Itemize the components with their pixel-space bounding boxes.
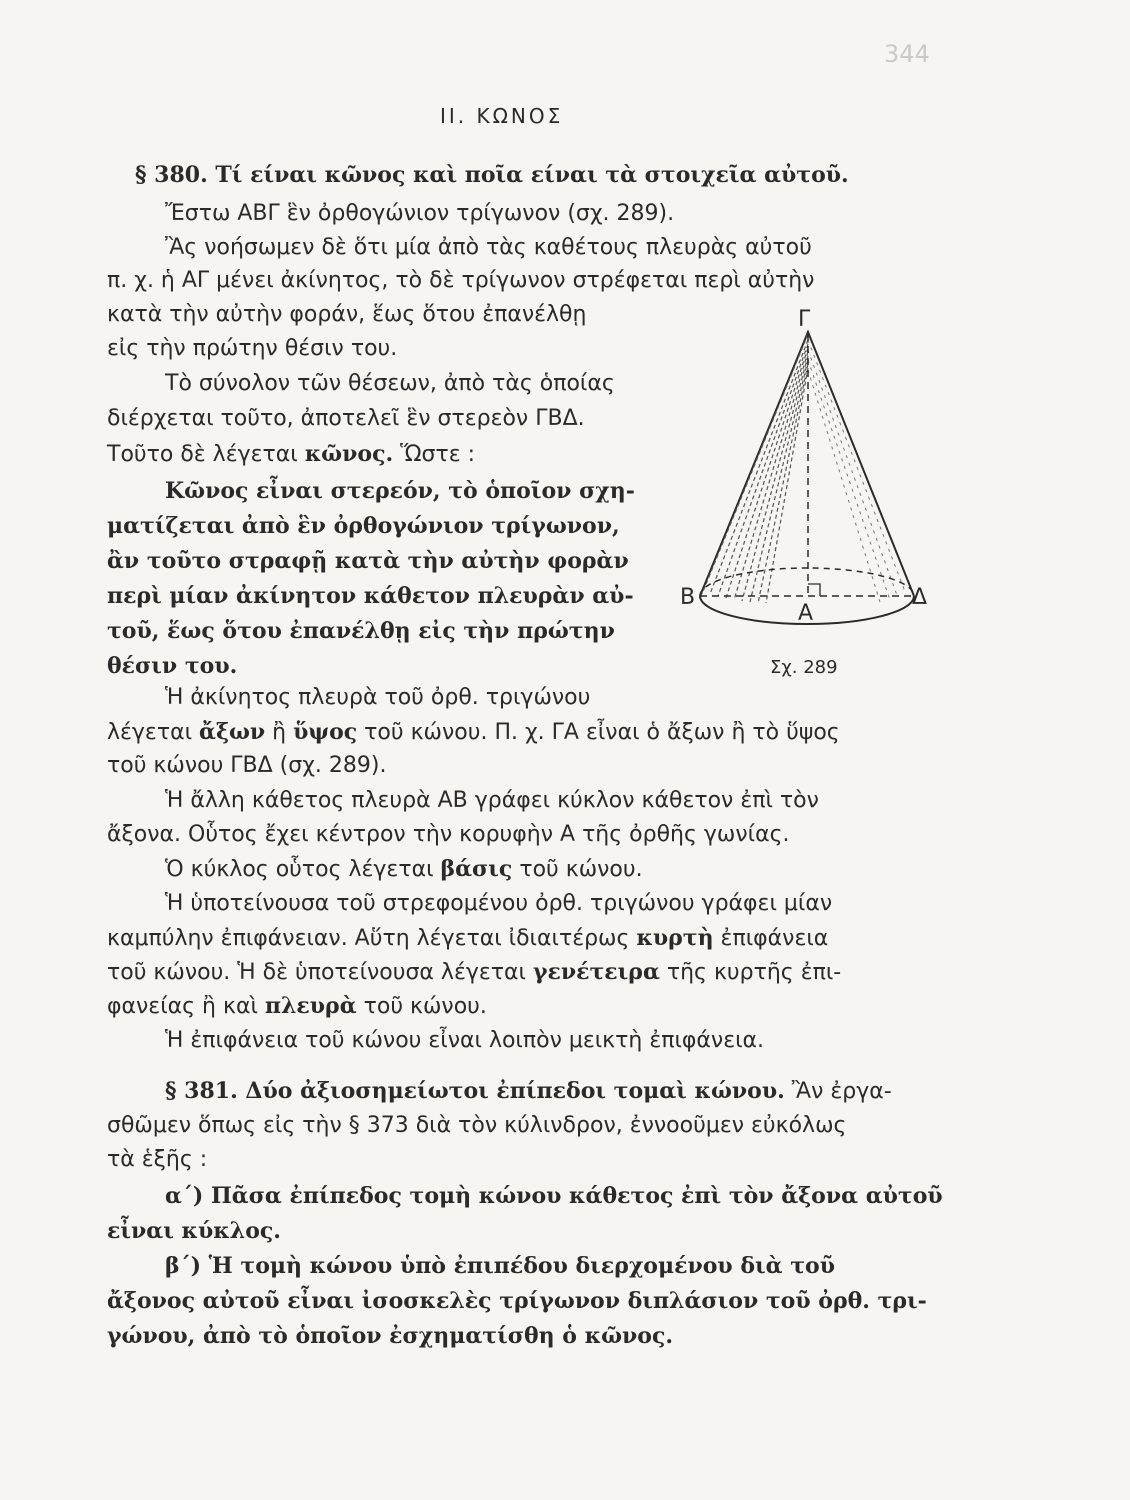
text: λέγεται (107, 720, 200, 745)
cone-hatching-right (808, 340, 906, 602)
text: τοῦ κώνου. Π. χ. ΓΑ εἶναι ὁ ἄξων ἢ τὸ ὕψος (357, 720, 840, 745)
paragraph-line (107, 439, 475, 470)
cone-drawing (700, 332, 914, 624)
paragraph-line: κατὰ τὴν αὐτὴν φοράν, ἕως ὅτου ἐπανέλθῃ (107, 302, 587, 327)
term-kyrti: κυρτὴ (636, 925, 714, 951)
text: τοῦ κώνου. (356, 994, 487, 1019)
theorem-line: εἶναι κύκλος. (107, 1218, 281, 1244)
left-point-label: Β (680, 585, 696, 610)
paragraph-line (107, 957, 841, 988)
term-ypsos: ὕψος (293, 719, 358, 745)
text: Ὥστε : (393, 442, 475, 467)
paragraph-line (107, 991, 487, 1022)
text: τοῦ κώνου. (512, 857, 643, 882)
paragraph-line: διέρχεται τοῦτο, ἀποτελεῖ ἓν στερεὸν ΓΒΔ. (107, 406, 585, 431)
text: φανείας ἢ καὶ (107, 994, 265, 1019)
text: καμπύλην ἐπιφάνειαν. Αὕτη λέγεται ἰδιαιτέρως (107, 926, 637, 951)
paragraph-line (165, 854, 643, 885)
chapter-heading: ΙΙ. ΚΩΝΟΣ (440, 104, 564, 128)
right-angle-mark (808, 584, 820, 596)
base-ellipse-back (700, 568, 914, 596)
paragraph-line (107, 923, 828, 954)
text: τῆς κυρτῆς ἐπι- (659, 960, 842, 985)
paragraph-line: Ἂς νοήσωμεν δὲ ὅτι μία ἀπὸ τὰς καθέτους πλευρὰς αὐτοῦ (165, 235, 812, 260)
paragraph-line: τοῦ κώνου ΓΒΔ (σχ. 289). (107, 753, 387, 778)
definition-line: τοῦ, ἕως ὅτου ἐπανέλθῃ εἰς τὴν πρώτην (107, 618, 615, 644)
text: Ἂν ἐργα- (784, 1079, 892, 1104)
paragraph-line: Ἔστω ΑΒΓ ἓν ὀρθογώνιον τρίγωνον (σχ. 289). (165, 201, 675, 226)
right-point-label: Δ (912, 585, 928, 610)
term-plevra: πλευρὰ (264, 993, 357, 1019)
center-point-label: Α (798, 601, 814, 626)
paragraph-line: Ἡ ὑποτείνουσα τοῦ στρεφομένου ὀρθ. τριγώνου γράφει μίαν (165, 891, 833, 916)
theorem-line: ἄξονος αὐτοῦ εἶναι ἰσοσκελὲς τρίγωνον διπλάσιον τοῦ ὀρθ. τρι- (107, 1288, 927, 1314)
theorem-line: β΄) Ἡ τομὴ κώνου ὑπὸ ἐπιπέδου διερχομένου διὰ τοῦ (165, 1253, 835, 1279)
paragraph-line: ἄξονα. Οὗτος ἔχει κέντρον τὴν κορυφὴν Α τῆς ὀρθῆς γωνίας. (107, 822, 790, 847)
definition-line: ἂν τοῦτο στραφῇ κατὰ τὴν αὐτὴν φορὰν (107, 548, 629, 574)
definition-line: θέσιν του. (107, 653, 238, 679)
theorem-line: γώνου, ἀπὸ τὸ ὁποῖον ἐσχηματίσθη ὁ κῶνος. (107, 1323, 674, 1349)
text: τοῦ κώνου. Ἡ δὲ ὑποτείνουσα λέγεται (107, 960, 533, 985)
section-381-heading: § 381. Δύο ἀξιοσημείωτοι ἐπίπεδοι τομαὶ κώνου. (165, 1078, 785, 1104)
cone-figure (680, 300, 960, 690)
section-381-title (165, 1076, 892, 1107)
paragraph-line: π. χ. ἡ ΑΓ μένει ἀκίνητος, τὸ δὲ τρίγωνον στρέφεται περὶ αὐτὴν (107, 268, 815, 293)
term-vasis: βάσις (440, 856, 513, 882)
figure-caption: Σχ. 289 (770, 657, 838, 678)
paragraph-line: Τὸ σύνολον τῶν θέσεων, ἀπὸ τὰς ὁποίας (165, 371, 615, 396)
paragraph-line: εἰς τὴν πρώτην θέσιν του. (107, 336, 398, 361)
text: Ὁ κύκλος οὗτος λέγεται (165, 857, 441, 882)
paragraph-line: Ἡ ἐπιφάνεια τοῦ κώνου εἶναι λοιπὸν μεικτὴ ἐπιφάνεια. (165, 1028, 765, 1053)
term-konos: κῶνος. (304, 441, 394, 467)
text: ἐπιφάνεια (713, 926, 829, 951)
term-axon: ἄξων (199, 719, 266, 745)
page-number: 344 (884, 40, 930, 68)
paragraph-line: Ἡ ἄλλη κάθετος πλευρὰ ΑΒ γράφει κύκλον κάθετον ἐπὶ τὸν (165, 788, 819, 813)
paragraph-line (107, 717, 840, 748)
definition-line: περὶ μίαν ἀκίνητον κάθετον πλευρὰν αὐ- (107, 583, 634, 609)
term-genetira: γενέτειρα (532, 959, 660, 985)
cone-hatching-left (702, 334, 808, 603)
definition-line: Κῶνος εἶναι στερεόν, τὸ ὁποῖον σχη- (165, 478, 635, 504)
definition-line: ματίζεται ἀπὸ ἓν ὀρθογώνιον τρίγωνον, (107, 513, 620, 539)
theorem-line: α΄) Πᾶσα ἐπίπεδος τομὴ κώνου κάθετος ἐπὶ τὸν ἄξονα αὐτοῦ (165, 1183, 943, 1209)
apex-label: Γ (798, 307, 811, 332)
section-380-title: § 380. Τί είναι κῶνος καὶ ποῖα είναι τὰ στοιχεῖα αὐτοῦ. (135, 162, 849, 188)
text: Τοῦτο δὲ λέγεται (107, 442, 305, 467)
paragraph-line: Ἡ ἀκίνητος πλευρὰ τοῦ ὀρθ. τριγώνου (165, 685, 591, 710)
paragraph-line: τὰ ἑξῆς : (107, 1147, 208, 1172)
paragraph-line: σθῶμεν ὅπως εἰς τὴν § 373 διὰ τὸν κύλινδρον, ἐννοοῦμεν εὐκόλως (107, 1113, 847, 1138)
text: ἢ (265, 720, 294, 745)
